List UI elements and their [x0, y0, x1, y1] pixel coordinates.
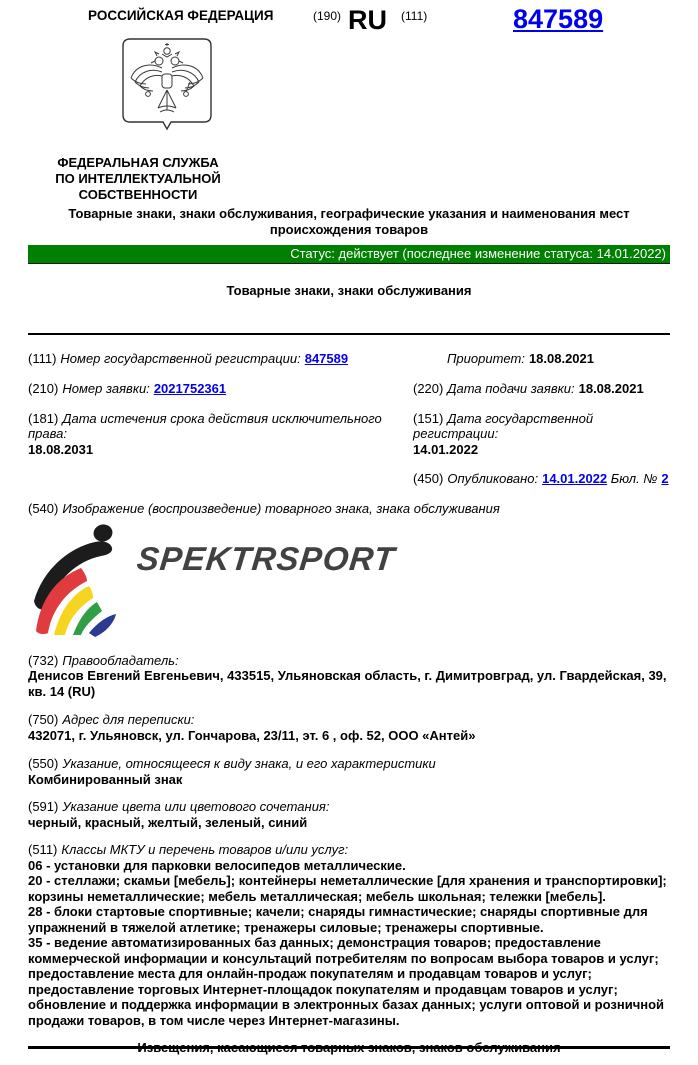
registration-fields [28, 351, 670, 488]
agency-line1: ФЕДЕРАЛЬНАЯ СЛУЖБА [57, 155, 219, 170]
inid-code: (210) [28, 380, 59, 396]
filing-date: 18.08.2021 [578, 380, 644, 396]
field-label: Дата подачи заявки: [447, 380, 575, 396]
application-number-link[interactable]: 2021752361 [153, 380, 227, 396]
holder-value: Денисов Евгений Евгеньевич, 433515, Ульяновская область, г. Димитровград, ул. Гвардейская, 39, кв. 14 (RU) [28, 668, 667, 699]
field-label-line [28, 653, 670, 669]
field-expiry-date [28, 411, 413, 458]
section-heading: Товарные знаки, знаки обслуживания [226, 283, 472, 298]
field-label: Номер заявки: [62, 380, 150, 396]
inid-code: (511) [28, 842, 58, 857]
registration-date: 14.01.2022 [413, 441, 479, 457]
field-correspondence-address [28, 712, 670, 743]
inid-code: (750) [28, 712, 59, 727]
bulletin-number-link[interactable]: 2 [661, 471, 669, 486]
registration-number-link[interactable]: 847589 [513, 4, 604, 34]
inid-code: (732) [28, 652, 59, 668]
country-code: RU [348, 5, 387, 35]
agency-line2: ПО ИНТЕЛЛЕКТУАЛЬНОЙ СОБСТВЕННОСТИ [55, 171, 221, 202]
field-published [413, 471, 670, 487]
inid-code: (591) [28, 799, 59, 814]
spektrsport-figure-icon [28, 523, 123, 638]
class-20: 20 - стеллажи; скамьи [мебель]; контейнеры неметаллические [для хранения и транспортировки]; корзины неметаллические; мебель металлическая; мебель школьная; тележки [мебель]. [28, 873, 667, 904]
field-label: Дата государственной регистрации: [413, 410, 594, 441]
field-application-number [28, 381, 413, 397]
inid-code: (111) [28, 350, 57, 366]
field-label: Классы МКТУ и перечень товаров и/или услуг: [61, 842, 349, 857]
field-label: Приоритет: [447, 350, 525, 366]
field-label-line [28, 712, 670, 728]
spektrsport-wordmark: SPEKTRSPORT [135, 539, 397, 577]
field-label: Адрес для переписки: [62, 712, 195, 727]
class-06: 06 - установки для парковки велосипедов металлические. [28, 857, 406, 873]
inid-code-190: (190) [313, 9, 342, 23]
divider-bottom [28, 1046, 670, 1049]
inid-code: (181) [28, 410, 59, 426]
field-label: Номер государственной регистрации: [60, 350, 301, 366]
bulletin-label: Бюл. № [610, 471, 658, 486]
registration-number-value-link[interactable]: 847589 [304, 350, 349, 366]
field-label: Дата истечения срока действия исключительного права: [28, 410, 382, 441]
inid-code-111: (111) [401, 9, 428, 23]
field-registration-number [28, 351, 413, 367]
field-label-line [28, 799, 670, 815]
field-label: Изображение (воспроизведение) товарного знака, знака обслуживания [62, 501, 500, 516]
class-35: 35 - ведение автоматизированных баз данных; демонстрация товаров; предоставление коммерческой информации и консультаций потребителям по вопросам выбора товаров и услуг; предоставление места для онлайн-продаж покупателям и продавцам товаров и услуг; предоставление торговых Интернет-площадок покупателям и продавцам товаров и услуг; обновление и поддержка информации в электронных базах данных; услуги оптовой и розничной продажи товаров, в том числе через Интернет-магазины. [28, 935, 665, 1028]
publication-date-link[interactable]: 14.01.2022 [542, 471, 608, 486]
field-mark-image [28, 501, 670, 517]
status-bar: Статус: действует (последнее изменение статуса: 14.01.2022) [28, 245, 670, 264]
field-filing-date [413, 381, 670, 397]
inid-code: (550) [28, 756, 59, 771]
field-registration-date [413, 411, 670, 458]
field-mark-kind [28, 756, 670, 787]
inid-code: (151) [413, 410, 444, 426]
field-label-line [28, 756, 670, 772]
field-label: Правообладатель: [62, 652, 179, 668]
field-color-claim [28, 799, 670, 830]
field-priority [413, 351, 670, 367]
country-title: РОССИЙСКАЯ ФЕДЕРАЦИЯ [88, 8, 274, 23]
field-empty [28, 471, 413, 487]
inid-code: (540) [28, 501, 59, 516]
inid-code: (220) [413, 380, 444, 396]
divider-top [28, 333, 670, 335]
class-28: 28 - блоки стартовые спортивные; качели; снаряды гимнастические; снаряды спортивные для упражнений в тяжелой атлетике; тренажеры силовые; тренажеры спортивные. [28, 904, 648, 935]
mark-kind-value: Комбинированный знак [28, 771, 183, 787]
trademark-logo [28, 523, 670, 639]
field-label: Указание цвета или цветового сочетания: [62, 799, 330, 814]
priority-date: 18.08.2021 [528, 350, 595, 366]
document-title: Товарные знаки, знаки обслуживания, географические указания и наименования мест происхождения товаров [68, 206, 630, 237]
document-header [0, 0, 698, 200]
field-nice-classes [28, 842, 670, 1028]
address-value: 432071, г. Ульяновск, ул. Гончарова, 23/11, эт. 6 , оф. 52, ООО «Антей» [28, 727, 476, 743]
russia-coat-of-arms-icon [122, 38, 212, 138]
field-label-line [28, 842, 670, 858]
color-claim-value: черный, красный, желтый, зеленый, синий [28, 814, 308, 830]
field-label: Опубликовано: [447, 471, 539, 486]
inid-code: (450) [413, 471, 444, 486]
field-holder [28, 653, 670, 700]
expiry-date: 18.08.2031 [28, 441, 94, 457]
field-label: Указание, относящееся к виду знака, и его характеристики [62, 756, 436, 771]
agency-name [18, 155, 258, 203]
